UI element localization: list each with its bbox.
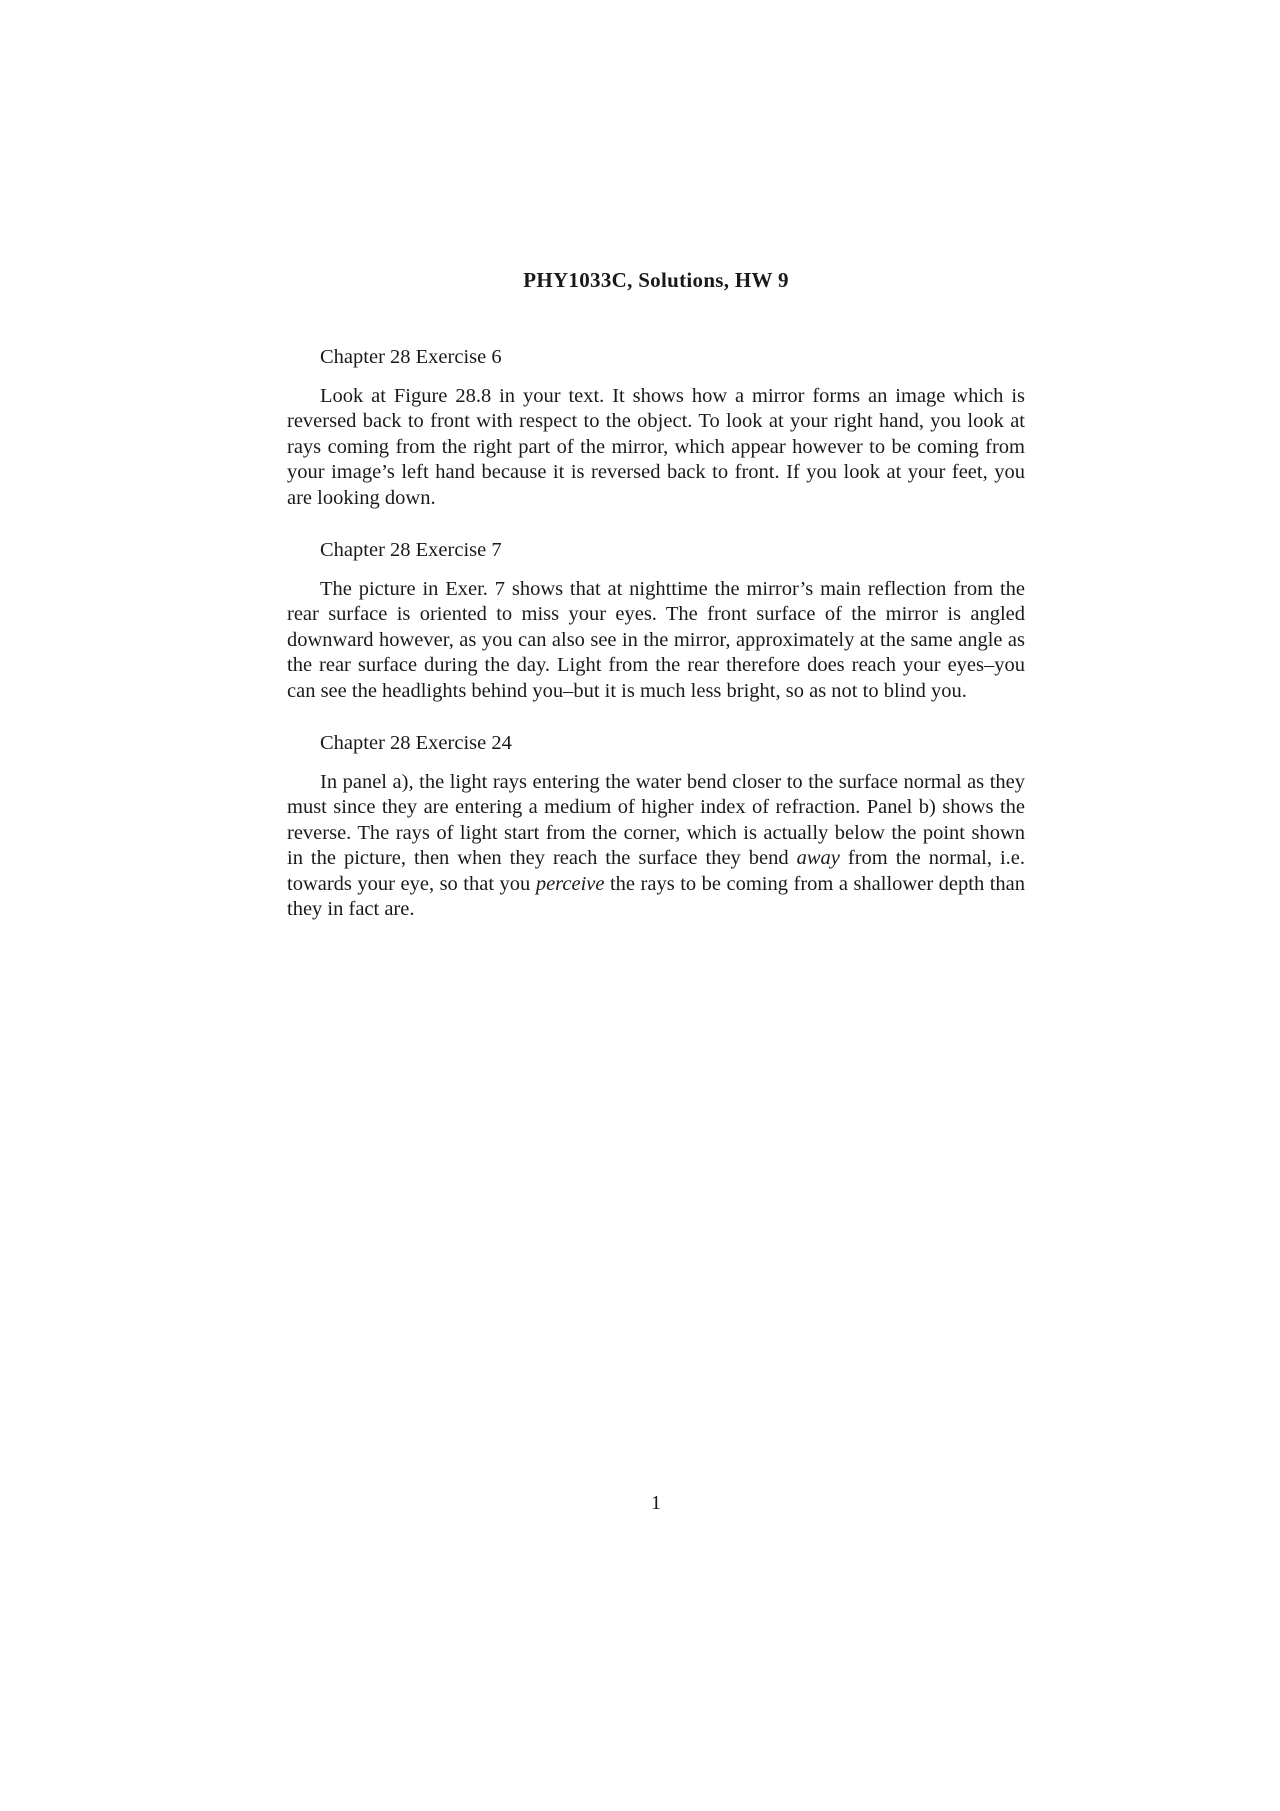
section-exercise-7 (287, 538, 1025, 704)
section-heading: Chapter 28 Exercise 6 (320, 346, 502, 368)
paragraph-text: the rays to be coming from a shallower depth than they in fact are. (287, 872, 1025, 920)
section-exercise-6 (287, 345, 1025, 511)
paragraph-text: In panel a), the light rays entering the water bend closer to the surface normal as they must since they are entering a medium of higher index of refraction. Panel b) shows the reverse. The rays of light start from the corner, which is actually below the point shown in the picture, then when they reach the surface they bend (287, 770, 1025, 869)
section-heading: Chapter 28 Exercise 24 (320, 732, 512, 754)
section-paragraph (287, 770, 1025, 923)
section-paragraph: Look at Figure 28.8 in your text. It shows how a mirror forms an image which is reversed back to front with respect to the object. To look at your right hand, you look at rays coming from the right part of the mirror, which appear however to be coming from your image’s left hand because it is reversed back to front. If you look at your feet, you are looking down. (287, 384, 1025, 509)
document-body (287, 345, 1025, 950)
page-number: 1 (650, 1492, 662, 1514)
emphasis-away: away (796, 847, 840, 869)
section-heading: Chapter 28 Exercise 7 (320, 539, 502, 561)
page-title: PHY1033C, Solutions, HW 9 (523, 268, 789, 292)
section-paragraph: The picture in Exer. 7 shows that at nighttime the mirror’s main reflection from the rear surface is oriented to miss your eyes. The front surface of the mirror is angled downward however, as you can also see in the mirror, approximately at the same angle as the rear surface during the day. Light from the rear therefore does reach your eyes–you can see the headlights behind you–but it is much less bright, so as not to blind you. (287, 577, 1025, 702)
paragraph-text: from the normal, i.e. towards your eye, so that you (287, 847, 1025, 895)
emphasis-perceive: perceive (535, 872, 605, 895)
section-exercise-24 (287, 731, 1025, 923)
